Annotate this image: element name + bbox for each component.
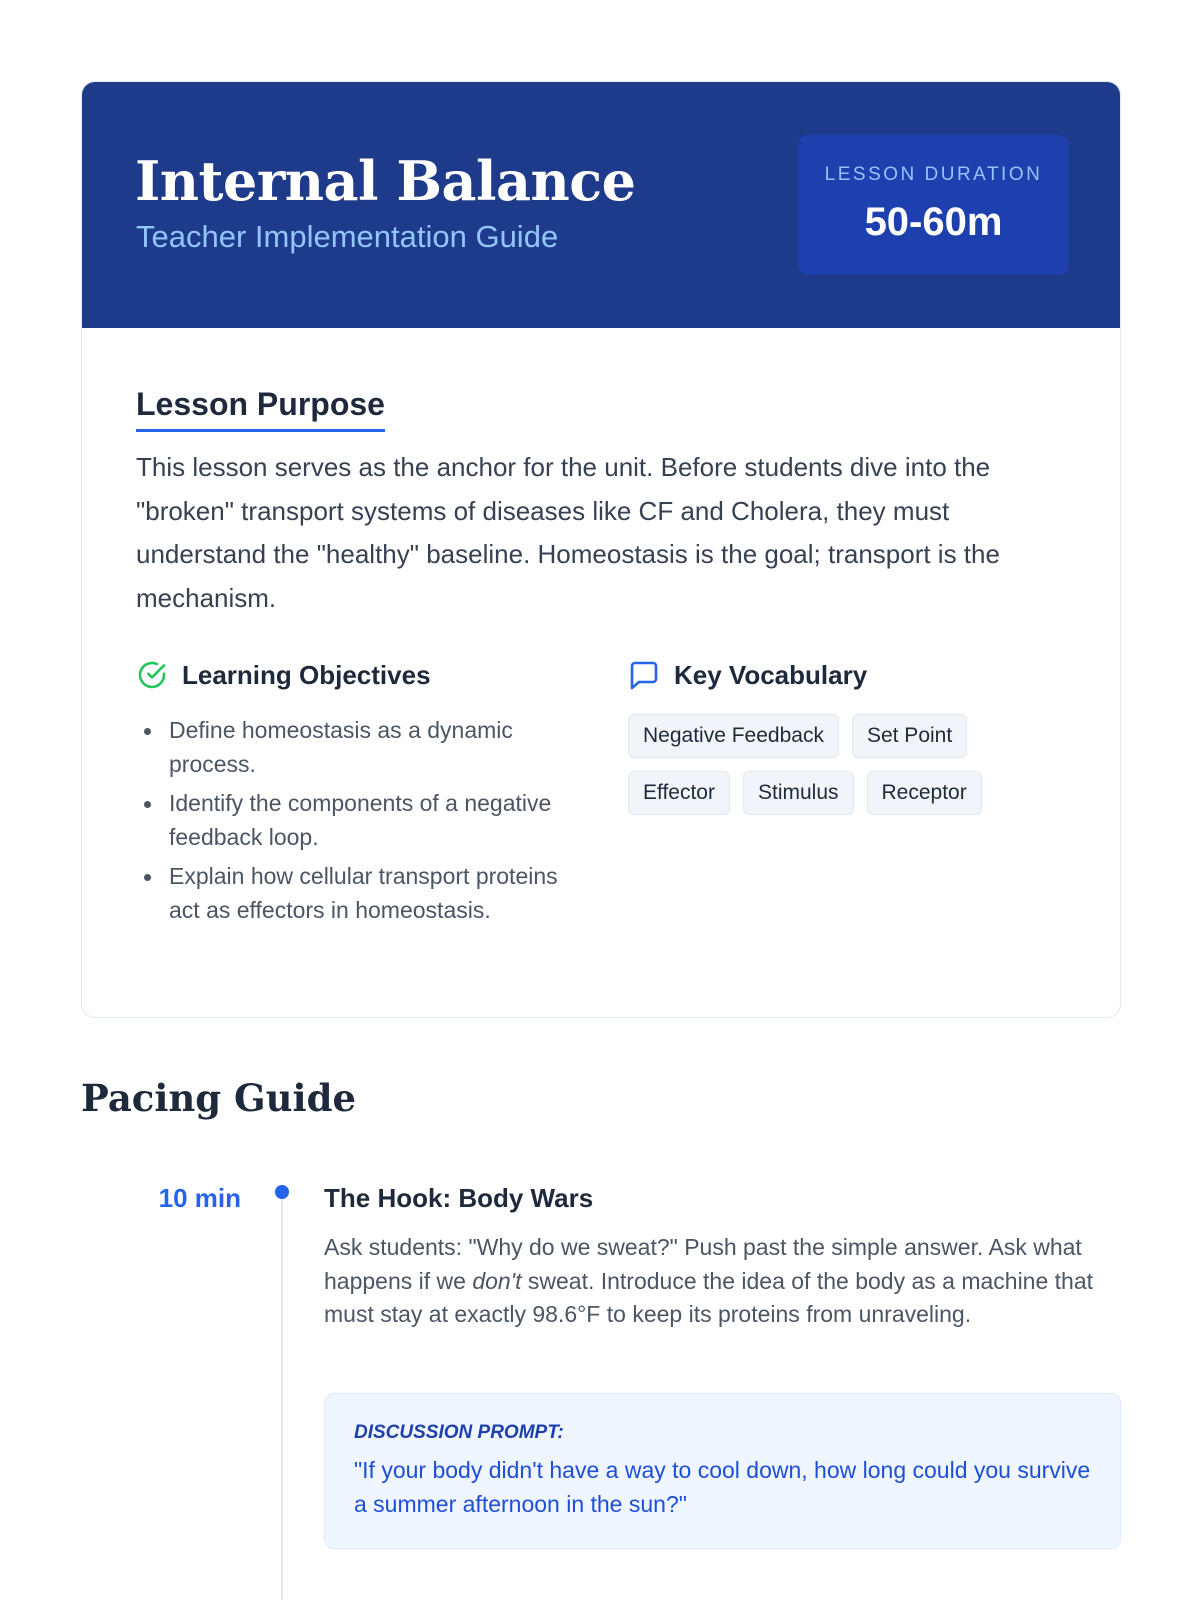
vocab-tag-effector: Effector — [628, 771, 730, 815]
step-title: The Hook: Body Wars — [324, 1183, 594, 1213]
vocab-tag-negative-feedback: Negative Feedback — [628, 714, 839, 758]
step-description-part: sweat. Introduce the idea of the body as a machine that must stay at exactly 98.6°F to keep its proteins from unraveling. — [324, 1267, 1094, 1327]
vocab-tag-set-point: Set Point — [852, 714, 967, 758]
lesson-title: Internal Balance — [135, 149, 636, 213]
lesson-duration-box — [798, 135, 1069, 275]
step-description — [324, 1231, 1114, 1332]
check-circle-icon — [136, 659, 168, 691]
discussion-prompt-label: DISCUSSION PROMPT: — [354, 1422, 564, 1443]
vocabulary-tags — [628, 714, 1008, 828]
discussion-prompt-box — [324, 1393, 1121, 1549]
chat-bubble-icon — [628, 659, 660, 691]
discussion-prompt-text: "If your body didn't have a way to cool down, how long could you survive a summer afternoon in the sun?" — [354, 1457, 1091, 1517]
lesson-subtitle: Teacher Implementation Guide — [136, 219, 559, 254]
step-description-emphasis: don't — [472, 1267, 522, 1294]
step-time: 10 min — [158, 1183, 241, 1213]
pacing-guide-heading: Pacing Guide — [81, 1076, 357, 1120]
duration-value: 50-60m — [864, 200, 1003, 244]
lesson-purpose-text: This lesson serves as the anchor for the unit. Before students dive into the "broken" transport systems of diseases like CF and Cholera, they must understand the "healthy" baseline. Homeostasis is the goal; transport is the mechanism. — [136, 452, 1000, 613]
lesson-overview-card — [81, 81, 1121, 1018]
duration-label: LESSON DURATION — [824, 164, 1043, 185]
objective-item: Identify the components of a negative feedback loop. — [136, 787, 566, 854]
vocab-tag-receptor: Receptor — [867, 771, 982, 815]
timeline-line — [281, 1193, 283, 1600]
objective-item: Explain how cellular transport proteins act as effectors in homeostasis. — [136, 860, 566, 927]
vocab-tag-stimulus: Stimulus — [743, 771, 854, 815]
key-vocabulary-section — [628, 658, 1068, 828]
lesson-header — [82, 82, 1120, 328]
objectives-list — [136, 714, 566, 927]
lesson-body — [82, 328, 1120, 1018]
learning-objectives-section — [136, 658, 566, 933]
objective-item: Define homeostasis as a dynamic process. — [136, 714, 566, 781]
learning-objectives-heading: Learning Objectives — [182, 660, 431, 690]
lesson-purpose-heading: Lesson Purpose — [136, 384, 385, 432]
step-description-part: Ask students: "Why do we sweat?" Push past the simple answer. Ask what happens if we — [324, 1234, 1082, 1294]
key-vocabulary-heading: Key Vocabulary — [674, 660, 868, 690]
timeline-dot — [275, 1185, 289, 1199]
